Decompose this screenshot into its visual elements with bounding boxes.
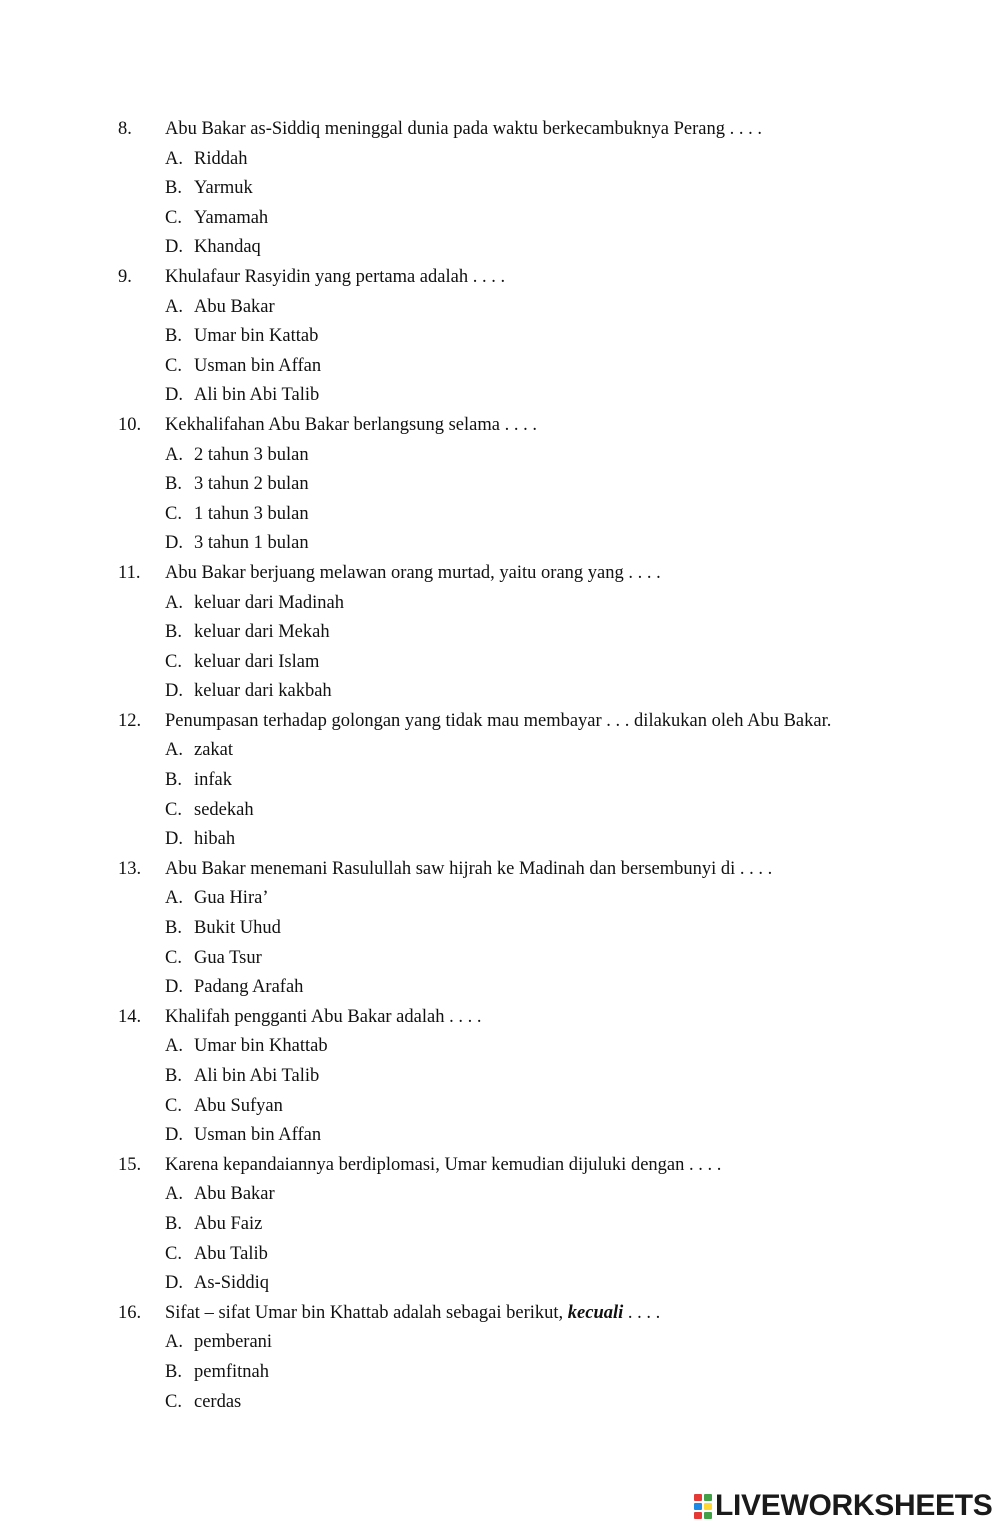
answer-option xyxy=(0,233,1000,263)
answer-option xyxy=(0,322,1000,352)
option-text: infak xyxy=(194,770,233,791)
answer-option xyxy=(0,1092,1000,1122)
option-letter: B. xyxy=(165,622,182,643)
question-stem xyxy=(0,855,1000,885)
option-text: keluar dari Islam xyxy=(194,651,320,672)
question-number: 13. xyxy=(118,858,142,879)
option-text: Umar bin Khattab xyxy=(194,1036,328,1057)
question-text: Khalifah pengganti Abu Bakar adalah . . . . xyxy=(165,1006,482,1027)
option-letter: A. xyxy=(165,296,183,317)
question-number: 8. xyxy=(118,119,132,139)
option-text: pemfitnah xyxy=(194,1361,270,1382)
option-letter: A. xyxy=(165,444,183,465)
option-text: Usman bin Affan xyxy=(194,1125,322,1146)
option-text: 3 tahun 1 bulan xyxy=(194,533,309,554)
option-text: Abu Talib xyxy=(194,1243,268,1264)
option-text: As-Siddiq xyxy=(194,1273,270,1294)
option-letter: A. xyxy=(165,1332,183,1353)
option-letter: C. xyxy=(165,355,182,376)
option-letter: D. xyxy=(165,1273,183,1294)
option-letter: A. xyxy=(165,1184,183,1205)
answer-option xyxy=(0,796,1000,826)
answer-option xyxy=(0,470,1000,500)
question-stem xyxy=(0,263,1000,293)
option-text: 3 tahun 2 bulan xyxy=(194,474,309,495)
question-number: 16. xyxy=(118,1302,142,1323)
option-letter: C. xyxy=(165,1391,182,1412)
answer-option xyxy=(0,1328,1000,1358)
option-text: Yarmuk xyxy=(194,178,253,199)
question-stem xyxy=(0,115,1000,145)
option-text: sedekah xyxy=(194,799,254,820)
answer-option xyxy=(0,441,1000,471)
answer-option xyxy=(0,914,1000,944)
answer-option xyxy=(0,1358,1000,1388)
option-letter: A. xyxy=(165,888,183,909)
option-letter: D. xyxy=(165,681,183,702)
option-text: Abu Sufyan xyxy=(194,1095,283,1116)
option-letter: A. xyxy=(165,592,183,613)
question-text-after: . . . . xyxy=(623,1302,661,1323)
option-text: zakat xyxy=(194,740,234,761)
option-text: Umar bin Kattab xyxy=(194,326,319,347)
question-number: 15. xyxy=(118,1154,142,1175)
option-letter: C. xyxy=(165,799,182,820)
option-letter: B. xyxy=(165,326,182,347)
question-number: 12. xyxy=(118,710,142,731)
question-text xyxy=(165,1299,660,1329)
option-text: keluar dari kakbah xyxy=(194,681,332,702)
answer-option xyxy=(0,589,1000,619)
option-letter: C. xyxy=(165,947,182,968)
answer-option xyxy=(0,1180,1000,1210)
answer-option xyxy=(0,204,1000,234)
answer-option xyxy=(0,884,1000,914)
answer-option xyxy=(0,1269,1000,1299)
question-text: Kekhalifahan Abu Bakar berlangsung selama . . . . xyxy=(165,414,537,435)
option-letter: A. xyxy=(165,740,183,761)
question-stem xyxy=(0,1299,1000,1329)
answer-option xyxy=(0,766,1000,796)
question-text: Penumpasan terhadap golongan yang tidak mau membayar . . . dilakukan oleh Abu Bakar. xyxy=(165,710,832,731)
option-text: cerdas xyxy=(194,1391,242,1412)
question-emphasis: kecuali xyxy=(567,1302,624,1323)
answer-option xyxy=(0,174,1000,204)
brand-wordmark: LIVEWORKSHEETS xyxy=(715,1489,993,1522)
option-text: keluar dari Madinah xyxy=(194,592,344,613)
option-letter: D. xyxy=(165,829,183,850)
option-letter: C. xyxy=(165,1095,182,1116)
option-letter: D. xyxy=(165,1125,183,1146)
option-letter: B. xyxy=(165,918,182,939)
option-text: Abu Bakar xyxy=(194,1184,275,1205)
option-letter: B. xyxy=(165,1066,182,1086)
option-letter: D. xyxy=(165,237,183,258)
option-text: Bukit Uhud xyxy=(194,918,281,939)
question-stem xyxy=(0,411,1000,441)
question-number: 10. xyxy=(118,414,142,435)
option-letter: B. xyxy=(165,1361,182,1382)
option-letter: A. xyxy=(165,1036,183,1057)
liveworksheets-branding xyxy=(693,1488,993,1524)
option-text: Abu Faiz xyxy=(194,1213,263,1234)
option-text: Gua Tsur xyxy=(194,947,262,968)
answer-option xyxy=(0,529,1000,559)
answer-option xyxy=(0,973,1000,1003)
answer-option xyxy=(0,352,1000,382)
option-letter: A. xyxy=(165,148,183,169)
option-letter: B. xyxy=(165,770,182,791)
question-text: Abu Bakar berjuang melawan orang murtad, yaitu orang yang . . . . xyxy=(165,562,661,583)
option-text: keluar dari Mekah xyxy=(194,622,330,643)
option-text: Ali bin Abi Talib xyxy=(194,1066,320,1086)
question-text: Karena kepandaiannya berdiplomasi, Umar kemudian dijuluki dengan . . . . xyxy=(165,1154,722,1175)
answer-option xyxy=(0,1062,1000,1092)
option-letter: B. xyxy=(165,474,182,495)
question-text-before: Sifat – sifat Umar bin Khattab adalah sebagai berikut, xyxy=(165,1302,568,1323)
answer-option xyxy=(0,648,1000,678)
answer-option xyxy=(0,1210,1000,1240)
question-stem xyxy=(0,1003,1000,1033)
option-letter: C. xyxy=(165,1243,182,1264)
option-letter: C. xyxy=(165,207,182,228)
option-letter: C. xyxy=(165,503,182,524)
answer-option xyxy=(0,677,1000,707)
answer-option xyxy=(0,500,1000,530)
option-text: Khandaq xyxy=(194,237,261,258)
answer-option xyxy=(0,736,1000,766)
option-letter: D. xyxy=(165,977,183,998)
answer-option xyxy=(0,618,1000,648)
option-text: Yamamah xyxy=(194,207,269,228)
option-letter: B. xyxy=(165,1213,182,1234)
question-stem xyxy=(0,559,1000,589)
answer-option xyxy=(0,944,1000,974)
question-number: 9. xyxy=(118,266,132,287)
option-letter: B. xyxy=(165,178,182,199)
worksheet xyxy=(0,115,1000,1417)
question-number: 11. xyxy=(118,562,141,583)
option-text: 2 tahun 3 bulan xyxy=(194,444,309,465)
option-text: Ali bin Abi Talib xyxy=(194,385,320,406)
question-stem xyxy=(0,707,1000,737)
option-text: Gua Hira’ xyxy=(194,888,269,909)
answer-option xyxy=(0,825,1000,855)
question-text: Abu Bakar as-Siddiq meninggal dunia pada waktu berkecambuknya Perang . . . . xyxy=(165,119,762,139)
answer-option xyxy=(0,1388,1000,1418)
question-stem xyxy=(0,1151,1000,1181)
question-number: 14. xyxy=(118,1006,142,1027)
option-letter: D. xyxy=(165,533,183,554)
answer-option xyxy=(0,381,1000,411)
option-text: 1 tahun 3 bulan xyxy=(194,503,309,524)
question-text: Khulafaur Rasyidin yang pertama adalah . . . . xyxy=(165,266,506,287)
option-text: Riddah xyxy=(194,148,248,169)
option-text: hibah xyxy=(194,829,236,850)
answer-option xyxy=(0,1121,1000,1151)
question-text: Abu Bakar menemani Rasulullah saw hijrah ke Madinah dan bersembunyi di . . . . xyxy=(165,858,773,879)
option-text: pemberani xyxy=(194,1332,273,1353)
answer-option xyxy=(0,145,1000,175)
answer-option xyxy=(0,1032,1000,1062)
option-letter: C. xyxy=(165,651,182,672)
liveworksheets-logo-icon xyxy=(693,1492,713,1520)
option-text: Padang Arafah xyxy=(194,977,304,998)
answer-option xyxy=(0,293,1000,323)
answer-option xyxy=(0,1240,1000,1270)
option-letter: D. xyxy=(165,385,183,406)
option-text: Usman bin Affan xyxy=(194,355,322,376)
option-text: Abu Bakar xyxy=(194,296,275,317)
